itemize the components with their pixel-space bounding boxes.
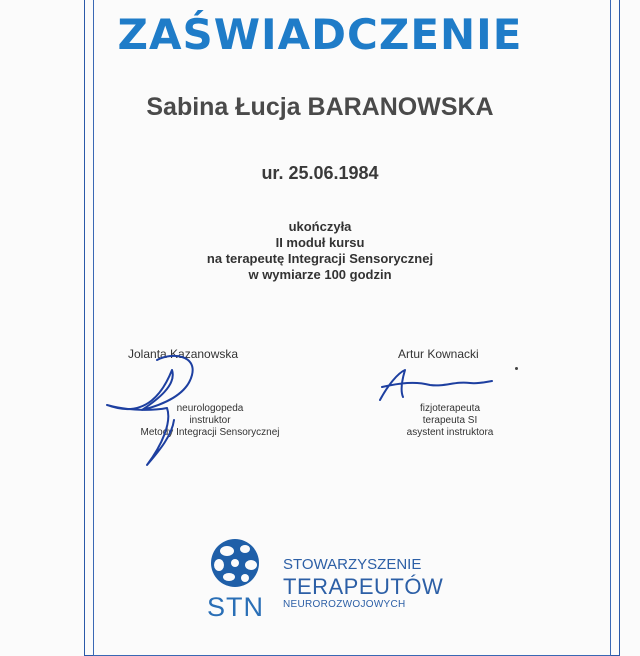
left-signature xyxy=(102,350,232,470)
recipient-name: Sabina Łucja BARANOWSKA xyxy=(146,93,494,121)
body-line: w wymiarze 100 godzin xyxy=(248,267,392,282)
org-name-line-1: STOWARZYSZENIE xyxy=(283,556,422,573)
birth-date: ur. 25.06.1984 xyxy=(261,163,379,183)
right-signatory-name: Artur Kownacki xyxy=(398,347,479,361)
org-name-line-3: NEUROROZWOJOWYCH xyxy=(283,599,406,610)
right-signatory-roles xyxy=(380,403,520,439)
certificate-body xyxy=(0,219,640,283)
org-name-line-2: TERAPEUTÓW xyxy=(283,574,444,599)
role-line: terapeuta SI xyxy=(422,415,478,426)
body-line: II moduł kursu xyxy=(275,235,365,250)
left-signatory-name: Jolanta Kazanowska xyxy=(128,347,239,361)
role-line: fizjoterapeuta xyxy=(419,403,481,414)
certificate-title: ZAŚWIADCZENIE xyxy=(117,10,523,59)
body-line: ukończyła xyxy=(288,219,352,234)
ink-dot xyxy=(515,367,518,370)
role-line: neurologopeda xyxy=(176,403,244,414)
role-line: Metody Integracji Sensorycznej xyxy=(140,427,280,438)
stn-logo-icon xyxy=(205,535,267,593)
stn-abbreviation: STN xyxy=(207,592,264,622)
role-line: asystent instruktora xyxy=(406,427,494,438)
role-line: instruktor xyxy=(189,415,231,426)
right-signature xyxy=(370,365,500,405)
body-line: na terapeutę Integracji Sensorycznej xyxy=(206,251,434,266)
